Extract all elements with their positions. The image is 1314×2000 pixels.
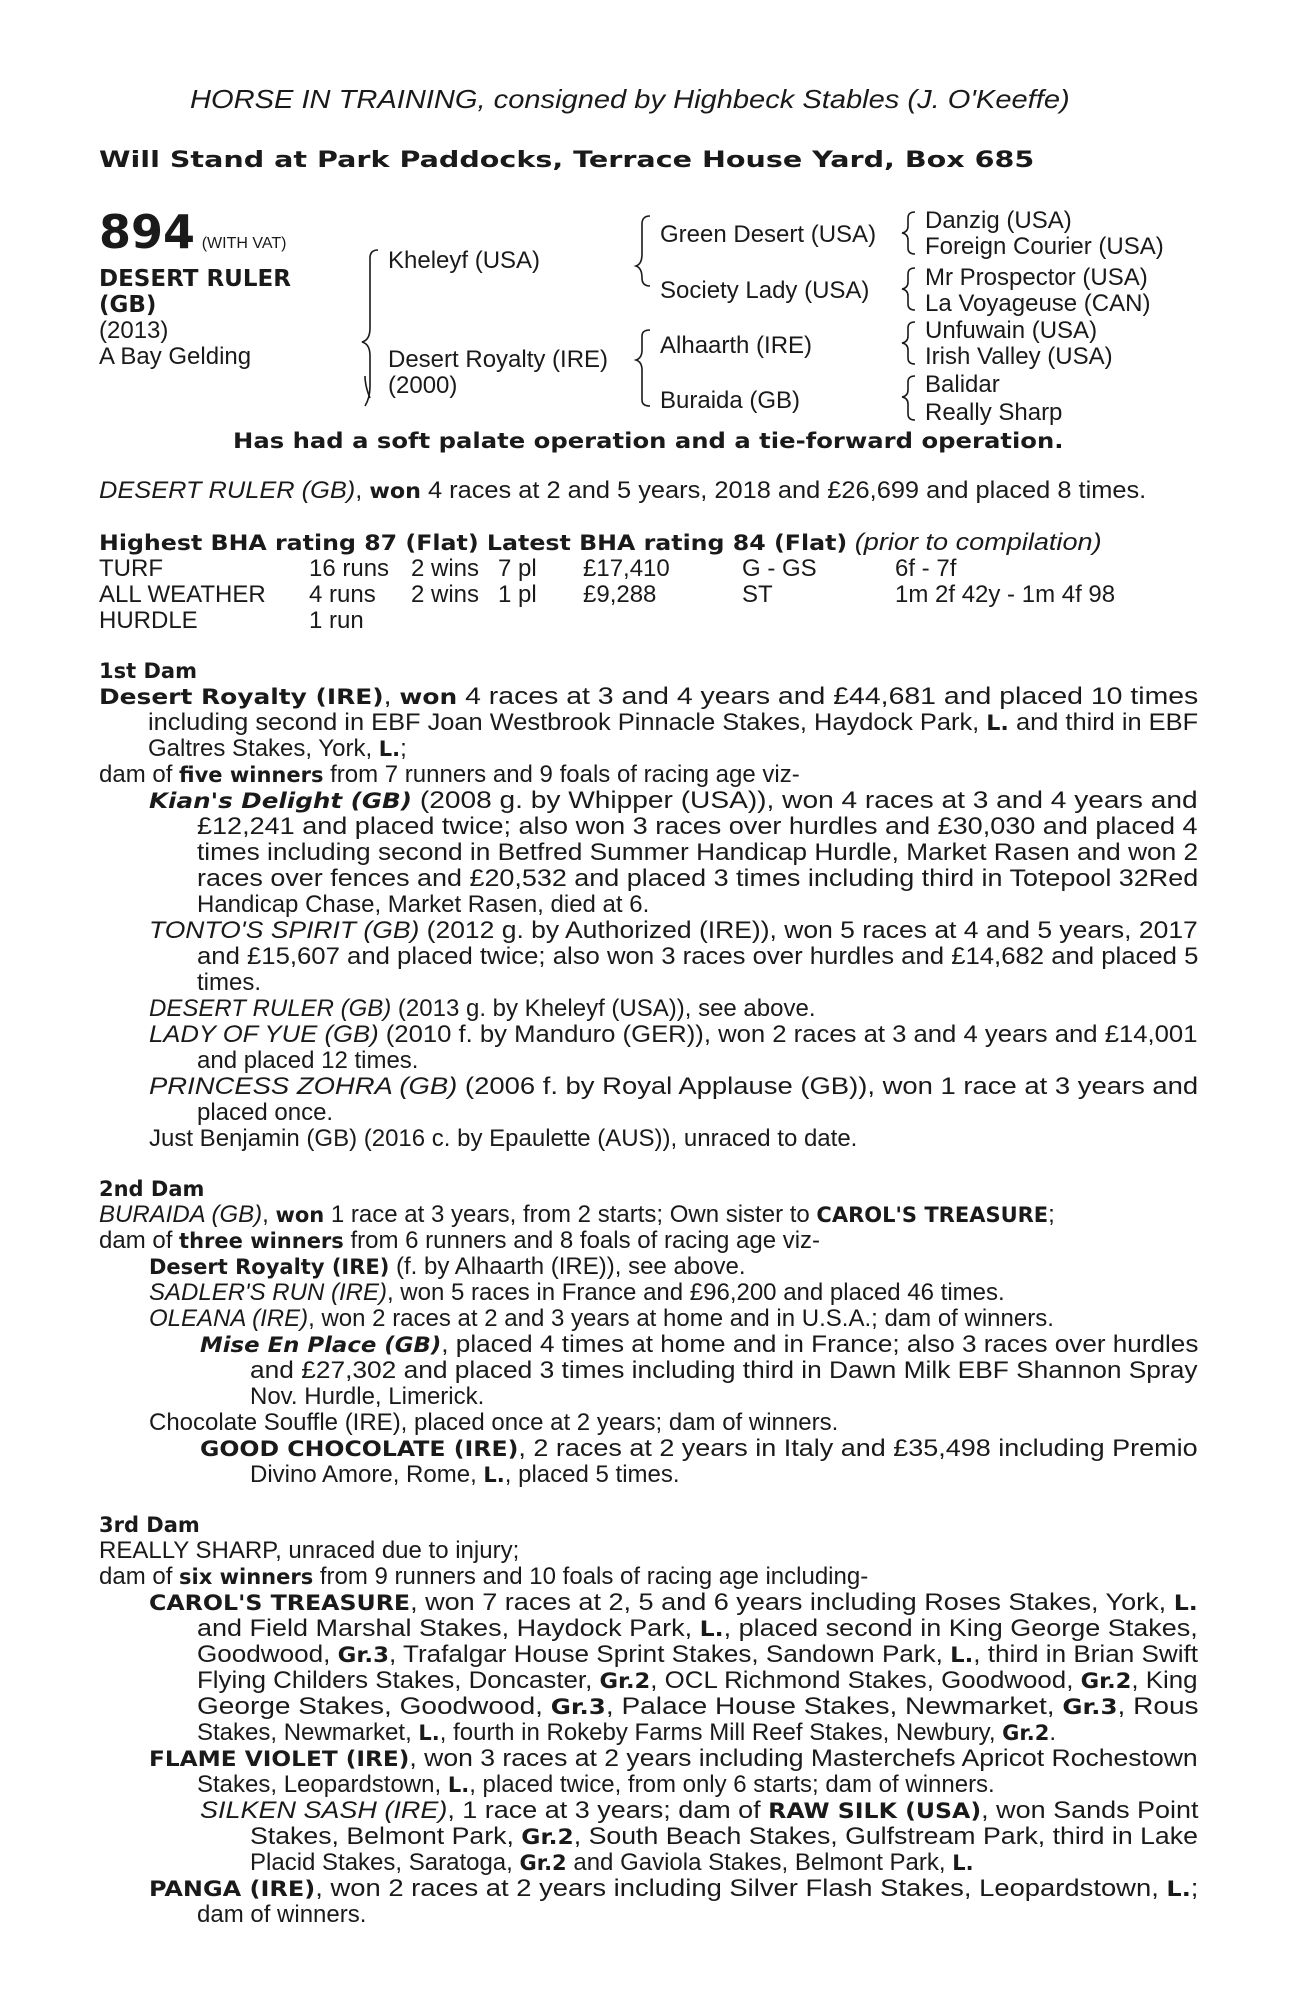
- kian-line1: Kian's Delight (GB) (2008 g. by Whipper (USA)), won 4 races at 3 and 4 years and: [149, 787, 1198, 814]
- tonto-line3: times.: [197, 969, 262, 996]
- princess-line2: placed once.: [197, 1099, 334, 1126]
- horse-year: (2013): [99, 317, 169, 344]
- operation-note: Has had a soft palate operation and a tie-forward operation.: [233, 429, 1064, 453]
- silken-line3: Placid Stakes, Saratoga, Gr.2 and Gaviola Stakes, Belmont Park, L.: [250, 1849, 974, 1876]
- kian-line5: Handicap Chase, Market Rasen, died at 6.: [197, 891, 650, 918]
- consignor-line: HORSE IN TRAINING, consigned by Highbeck Stables (J. O'Keeffe): [190, 84, 1070, 114]
- kian-line4: races over fences and £20,532 and placed 3 times including third in Totepool 32Red: [197, 865, 1199, 892]
- horse-country: (GB): [99, 292, 157, 318]
- carol-line2: and Field Marshal Stakes, Haydock Park, L., placed second in King George Stakes,: [197, 1615, 1198, 1642]
- pedigree-g2: Foreign Courier (USA): [925, 233, 1164, 260]
- pedigree-dam-year: (2000): [388, 372, 458, 399]
- location-line: Will Stand at Park Paddocks, Terrace House Yard, Box 685: [99, 148, 1035, 173]
- lady-line1: LADY OF YUE (GB) (2010 f. by Manduro (GER)), won 2 races at 3 and 4 years and £14,001: [149, 1021, 1198, 1048]
- pedigree-g5: Unfuwain (USA): [925, 317, 1098, 344]
- horse-description: A Bay Gelding: [99, 343, 252, 370]
- desert-ruler-line: DESERT RULER (GB) (2013 g. by Kheleyf (USA)), see above.: [149, 995, 816, 1022]
- vat-label: (WITH VAT): [201, 235, 287, 252]
- third-dam-heading: 3rd Dam: [99, 1513, 200, 1537]
- pedigree-g7: Balidar: [925, 371, 1000, 398]
- tonto-line1: TONTO'S SPIRIT (GB) (2012 g. by Authorized (IRE)), won 5 races at 4 and 5 years, 2017: [149, 917, 1198, 944]
- pedigree-sire: Kheleyf (USA): [388, 247, 541, 274]
- pedigree-g8: Really Sharp: [925, 399, 1063, 426]
- silken-line2: Stakes, Belmont Park, Gr.2, South Beach Stakes, Gulfstream Park, third in Lake: [250, 1823, 1198, 1850]
- bha-rating: Highest BHA rating 87 (Flat) Latest BHA rating 84 (Flat) (prior to compilation): [99, 529, 1102, 556]
- kian-line2: £12,241 and placed twice; also won 3 races over hurdles and £30,030 and placed 4: [197, 813, 1198, 840]
- flame-line1: FLAME VIOLET (IRE), won 3 races at 2 years including Masterchefs Apricot Rochestown: [149, 1745, 1198, 1772]
- pedigree-dam-dam: Buraida (GB): [660, 387, 801, 414]
- mise-line1: Mise En Place (GB), placed 4 times at home and in France; also 3 races over hurdles: [200, 1331, 1199, 1358]
- tonto-line2: and £15,607 and placed twice; also won 3 races over hurdles and £14,682 and placed 5: [197, 943, 1199, 970]
- first-dam-line4: dam of five winners from 7 runners and 9 foals of racing age viz-: [99, 761, 800, 788]
- pedigree-dam-sire: Alhaarth (IRE): [660, 332, 813, 359]
- pedigree-g4: La Voyageuse (CAN): [925, 290, 1151, 317]
- silken-line1: SILKEN SASH (IRE), 1 race at 3 years; dam of RAW SILK (USA), won Sands Point: [200, 1797, 1199, 1824]
- good-chocolate-line2: Divino Amore, Rome, L., placed 5 times.: [250, 1461, 680, 1488]
- pedigree-sire-sire: Green Desert (USA): [660, 221, 877, 248]
- horse-name: DESERT RULER: [99, 266, 291, 292]
- second-dam-line2: dam of three winners from 6 runners and 8 foals of racing age viz-: [99, 1227, 821, 1254]
- lot-number: 894: [99, 205, 196, 259]
- third-dam-line2: dam of six winners from 9 runners and 10 foals of racing age including-: [99, 1563, 869, 1590]
- pedigree-braces: [0, 0, 1314, 440]
- good-chocolate-line1: GOOD CHOCOLATE (IRE), 2 races at 2 years in Italy and £35,498 including Premio: [200, 1435, 1198, 1462]
- first-dam-line1: Desert Royalty (IRE), won 4 races at 3 and 4 years and £44,681 and placed 10 times: [99, 683, 1199, 710]
- flame-line2: Stakes, Leopardstown, L., placed twice, from only 6 starts; dam of winners.: [197, 1771, 995, 1798]
- oleana-line: OLEANA (IRE), won 2 races at 2 and 3 years at home and in U.S.A.; dam of winners.: [149, 1305, 1054, 1332]
- mise-line2: and £27,302 and placed 3 times including third in Dawn Milk EBF Shannon Spray: [250, 1357, 1198, 1384]
- just-benjamin-line: Just Benjamin (GB) (2016 c. by Epaulette (AUS)), unraced to date.: [149, 1125, 858, 1152]
- panga-line1: PANGA (IRE), won 2 races at 2 years including Silver Flash Stakes, Leopardstown, L.;: [149, 1875, 1199, 1902]
- kian-line3: times including second in Betfred Summer Handicap Hurdle, Market Rasen and won 2: [197, 839, 1199, 866]
- second-dam-line1: BURAIDA (GB), won 1 race at 3 years, from 2 starts; Own sister to CAROL'S TREASURE;: [99, 1201, 1055, 1228]
- sadler-line: SADLER'S RUN (IRE), won 5 races in France and £96,200 and placed 46 times.: [149, 1279, 1005, 1306]
- desert-royalty-line: Desert Royalty (IRE) (f. by Alhaarth (IRE)), see above.: [149, 1253, 746, 1280]
- second-dam-heading: 2nd Dam: [99, 1177, 205, 1201]
- chocolate-souffle-line: Chocolate Souffle (IRE), placed once at 2 years; dam of winners.: [149, 1409, 839, 1436]
- carol-line4: Flying Childers Stakes, Doncaster, Gr.2, OCL Richmond Stakes, Goodwood, Gr.2, King: [197, 1667, 1198, 1694]
- race-summary: DESERT RULER (GB), won 4 races at 2 and 5 years, 2018 and £26,699 and placed 8 times.: [99, 477, 1147, 504]
- pedigree-g3: Mr Prospector (USA): [925, 264, 1148, 291]
- carol-line6: Stakes, Newmarket, L., fourth in Rokeby Farms Mill Reef Stakes, Newbury, Gr.2.: [197, 1719, 1057, 1746]
- first-dam-line3: Galtres Stakes, York, L.;: [148, 735, 407, 762]
- carol-line3: Goodwood, Gr.3, Trafalgar House Sprint Stakes, Sandown Park, L., third in Brian Swift: [197, 1641, 1198, 1668]
- pedigree-sire-dam: Society Lady (USA): [660, 277, 870, 304]
- pedigree-g1: Danzig (USA): [925, 207, 1072, 234]
- first-dam-heading: 1st Dam: [99, 659, 197, 683]
- pedigree-g6: Irish Valley (USA): [925, 343, 1113, 370]
- pedigree-dam: Desert Royalty (IRE): [388, 346, 609, 373]
- carol-line5: George Stakes, Goodwood, Gr.3, Palace House Stakes, Newmarket, Gr.3, Rous: [197, 1693, 1199, 1720]
- lady-line2: and placed 12 times.: [197, 1047, 419, 1074]
- princess-line1: PRINCESS ZOHRA (GB) (2006 f. by Royal Applause (GB)), won 1 race at 3 years and: [149, 1073, 1199, 1100]
- third-dam-line1: REALLY SHARP, unraced due to injury;: [99, 1537, 520, 1564]
- carol-line1: CAROL'S TREASURE, won 7 races at 2, 5 and 6 years including Roses Stakes, York, L.: [149, 1589, 1198, 1616]
- mise-line3: Nov. Hurdle, Limerick.: [250, 1383, 485, 1410]
- first-dam-line2: including second in EBF Joan Westbrook Pinnacle Stakes, Haydock Park, L. and third in EBF: [148, 709, 1199, 736]
- panga-line2: dam of winners.: [197, 1901, 367, 1928]
